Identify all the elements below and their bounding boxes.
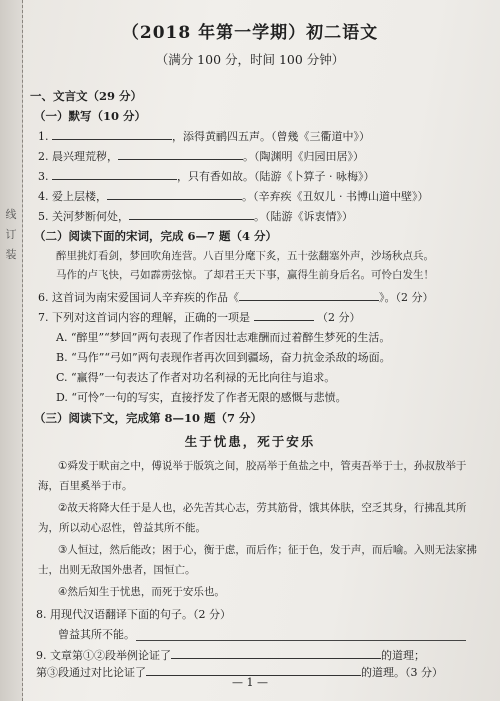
answer-blank[interactable] xyxy=(118,149,243,160)
question-source: 。（陆游《诉衷情》） xyxy=(254,210,353,223)
question-3 xyxy=(38,168,375,184)
margin-label-bind: 订 xyxy=(5,228,17,241)
option-b: B. “马作”“弓如”两句表现作者再次回到疆场，奋力抗金杀敌的场面。 xyxy=(56,351,391,364)
margin-label-line: 线 xyxy=(5,208,17,221)
question-text: ，添得黄鹂四五声。（曾幾《三衢道中》） xyxy=(172,130,370,143)
question-stem: 7. 下列对这首词内容的理解，正确的一项是 xyxy=(38,311,250,324)
question-8-sentence: 曾益其所不能。 xyxy=(58,628,135,641)
question-text: 4. 爱上层楼， xyxy=(38,190,107,203)
answer-blank[interactable] xyxy=(239,290,379,301)
part-reading-heading: （三）阅读下文，完成第 8—10 题（7 分） xyxy=(34,411,263,425)
exam-subtitle: （满分 100 分，时间 100 分钟） xyxy=(155,52,345,67)
question-6 xyxy=(38,289,434,305)
question-7 xyxy=(38,309,361,325)
option-a: A. “醉里”“梦回”两句表现了作者因壮志难酬而过着醉生梦死的生活。 xyxy=(56,331,391,344)
question-number: 3. xyxy=(38,170,49,183)
answer-blank[interactable] xyxy=(254,310,314,321)
part-poem-heading: （二）阅读下面的宋词，完成 6—7 题（4 分） xyxy=(34,229,278,243)
answer-blank[interactable] xyxy=(171,648,381,659)
answer-blank[interactable] xyxy=(52,169,177,180)
paragraph-3-line-2: 士，出则无敌国外患者，国恒亡。 xyxy=(38,564,196,576)
paragraph-3-line-1: ③人恒过，然后能改；困于心，衡于虑，而后作；征于色，发于声，而后喻。入则无法家拂 xyxy=(58,544,477,556)
question-number: 1. xyxy=(38,130,49,143)
paragraph-1-line-1: ①舜发于畎亩之中，傅说举于版筑之间，胶鬲举于鱼盐之中，管夷吾举于士，孙叔敖举于 xyxy=(58,460,467,472)
question-text: 2. 晨兴理荒秽， xyxy=(38,150,118,163)
poem-line-2: 马作的卢飞快，弓如霹雳弦惊。了却君王天下事，赢得生前身后名。可怜白发生！ xyxy=(56,269,434,281)
question-text: 9. 文章第①②段举例论证了 xyxy=(36,649,171,662)
answer-line-q8[interactable] xyxy=(136,640,466,641)
part-dictation-heading: （一）默写（10 分） xyxy=(34,109,147,123)
question-4 xyxy=(38,188,429,204)
margin-label-fold: 装 xyxy=(5,248,17,261)
question-text: 的道理。（3 分） xyxy=(361,666,443,679)
option-c: C. “赢得”一句表达了作者对功名利禄的无比向往与追求。 xyxy=(56,371,336,384)
poem-line-1: 醉里挑灯看剑，梦回吹角连营。八百里分麾下炙，五十弦翻塞外声，沙场秋点兵。 xyxy=(56,250,434,262)
question-source: 。（陶渊明《归园田居》） xyxy=(243,150,364,163)
question-8: 8. 用现代汉语翻译下面的句子。（2 分） xyxy=(36,608,231,621)
answer-blank[interactable] xyxy=(52,129,172,140)
page-number: — 1 — xyxy=(232,676,268,689)
question-text: 6. 这首词为南宋爱国词人辛弃疾的作品《 xyxy=(38,291,239,304)
paragraph-2-line-2: 为，所以动心忍性，曾益其所不能。 xyxy=(38,522,206,534)
question-source: 。（辛弃疾《丑奴儿 · 书博山道中壁》） xyxy=(242,190,429,203)
paragraph-1-line-2: 海，百里奚举于市。 xyxy=(38,480,133,492)
option-d: D. “可怜”一句的写实，直接抒发了作者无限的感慨与悲愤。 xyxy=(56,391,347,404)
question-text: 5. 关河梦断何处， xyxy=(38,210,129,223)
question-end: 》。（2 分） xyxy=(379,291,434,304)
answer-blank[interactable] xyxy=(146,665,361,676)
question-2 xyxy=(38,148,364,164)
question-5 xyxy=(38,208,353,224)
answer-blank[interactable] xyxy=(107,189,242,200)
question-text: 第③段通过对比论证了 xyxy=(36,666,146,679)
question-9-line-1 xyxy=(36,647,425,663)
answer-blank[interactable] xyxy=(129,209,254,220)
binding-margin xyxy=(0,0,23,701)
paragraph-4-line-1: ④然后知生于忧患，而死于安乐也。 xyxy=(58,586,225,598)
question-text: 的道理； xyxy=(381,649,425,662)
question-score: （2 分） xyxy=(317,311,361,324)
exam-title: （2018 年第一学期）初二语文 xyxy=(121,23,379,43)
passage-title: 生于忧患，死于安乐 xyxy=(184,434,316,449)
question-text: ，只有香如故。（陆游《卜算子 · 咏梅》） xyxy=(177,170,375,183)
question-1 xyxy=(38,128,370,144)
paragraph-2-line-1: ②故天将降大任于是人也，必先苦其心志，劳其筋骨，饿其体肤，空乏其身，行拂乱其所 xyxy=(58,502,467,514)
section-heading: 一、文言文（29 分） xyxy=(30,89,143,103)
